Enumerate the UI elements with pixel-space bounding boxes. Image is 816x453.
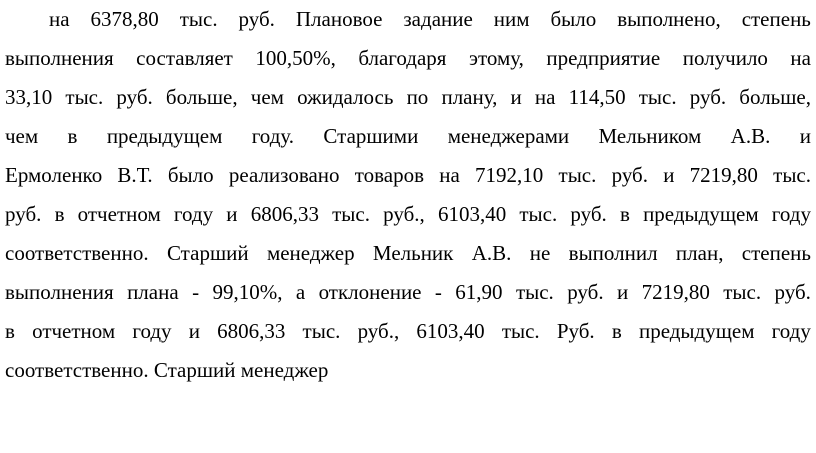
paragraph-text [5,0,811,390]
text-line-5: Ермоленко В.Т. было реализовано товаров на 7192,10 тыс. руб. и 7219,80 тыс. [5,163,811,187]
text-line-2: выполнения составляет 100,50%, благодаря этому, предприятие получило на [5,46,811,70]
text-line-9: в отчетном году и 6806,33 тыс. руб., 6103,40 тыс. Руб. в предыдущем году [5,319,811,343]
text-line-10: соответственно. Старший менеджер [5,358,329,382]
text-line-4: чем в предыдущем году. Старшими менеджерами Мельником А.В. и [5,124,811,148]
text-line-7: соответственно. Старший менеджер Мельник А.В. не выполнил план, степень [5,241,811,265]
text-line-8: выполнения плана - 99,10%, а отклонение - 61,90 тыс. руб. и 7219,80 тыс. руб. [5,280,811,304]
text-line-1: на 6378,80 тыс. руб. Плановое задание ним было выполнено, степень [49,7,811,31]
text-line-3: 33,10 тыс. руб. больше, чем ожидалось по плану, и на 114,50 тыс. руб. больше, [5,85,811,109]
text-line-6: руб. в отчетном году и 6806,33 тыс. руб., 6103,40 тыс. руб. в предыдущем году [5,202,811,226]
